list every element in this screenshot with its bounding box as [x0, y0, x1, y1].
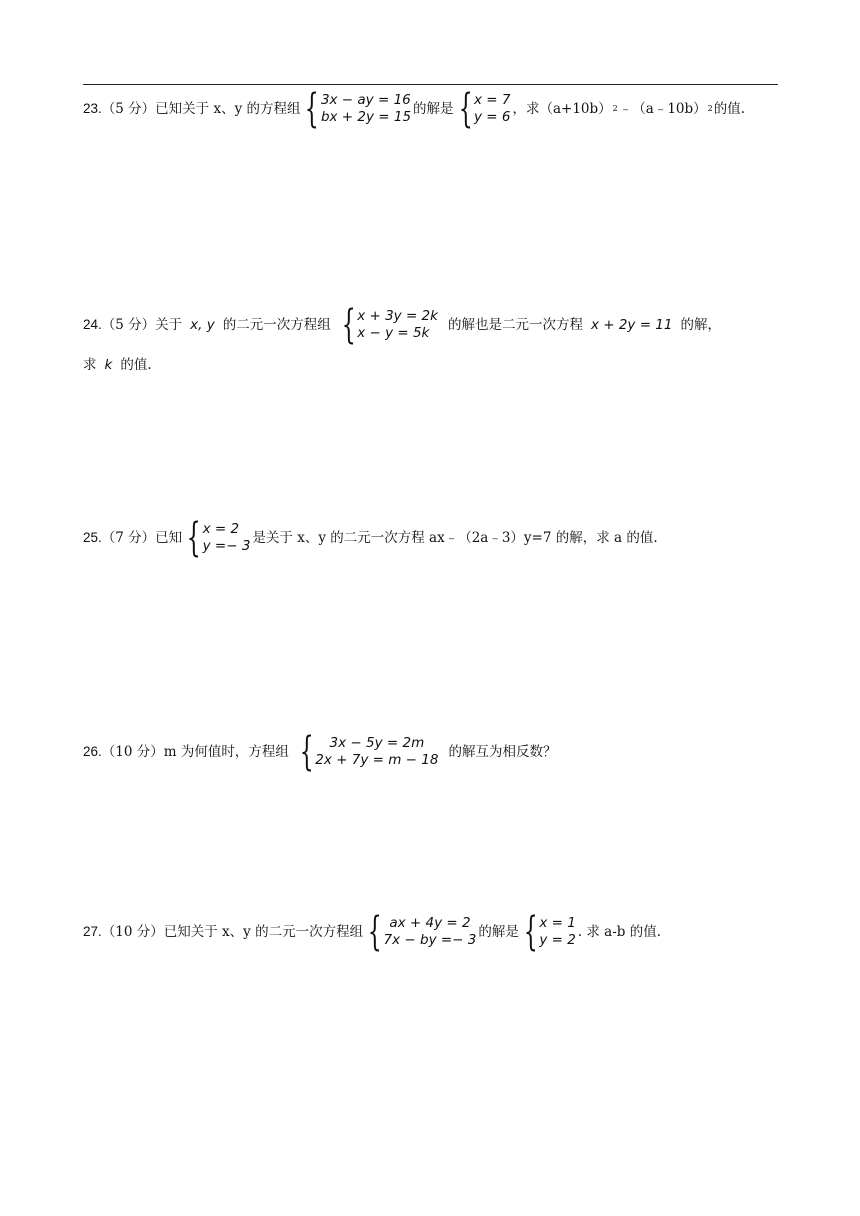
superscript: 2	[707, 104, 713, 113]
question-text: ﹣（a﹣10b）	[618, 101, 707, 117]
equation-system	[297, 729, 439, 775]
question-number: 26.	[83, 744, 102, 759]
equation: x = 1	[539, 915, 576, 931]
equation: y = 2	[539, 932, 576, 948]
question-number: 23.	[83, 101, 102, 116]
solution-system	[184, 515, 251, 561]
question-text: 的值.	[120, 357, 152, 373]
equation: x − y = 5k	[357, 325, 430, 341]
solution-system	[521, 909, 576, 955]
question-text: （5 分）已知关于 x、y 的方程组	[101, 101, 301, 117]
question-text: ，求（a+10b）	[512, 101, 612, 117]
question-text: 的二元一次方程组	[222, 317, 331, 333]
question-text: 的解，	[680, 317, 721, 333]
question-text: （10 分）m 为何值时，方程组	[101, 744, 289, 760]
question-27	[83, 909, 662, 955]
brace-icon: {	[299, 729, 314, 775]
question-text: 的值.	[713, 101, 746, 117]
equation: y =− 3	[202, 538, 251, 554]
equation: ax + 4y = 2	[389, 915, 471, 931]
question-text: . 求 a-b 的值.	[577, 924, 662, 940]
question-text: 的解互为相反数？	[448, 744, 557, 760]
brace-icon: {	[305, 86, 320, 132]
question-text: 是关于 x、y 的二元一次方程 ax﹣（2a﹣3）y=7 的解，求 a 的值.	[252, 530, 658, 546]
question-text: 的解是	[478, 924, 519, 940]
superscript: 2	[612, 104, 618, 113]
equation-system	[365, 909, 477, 955]
solution-system	[456, 86, 511, 132]
equation-system	[339, 302, 438, 348]
brace-icon: {	[186, 515, 201, 561]
question-text: 的解也是二元一次方程	[447, 317, 583, 333]
question-23	[83, 86, 746, 132]
question-number: 27.	[83, 924, 102, 939]
question-26	[83, 729, 557, 775]
equation-system	[302, 86, 412, 132]
brace-icon: {	[458, 86, 473, 132]
question-text: （10 分）已知关于 x、y 的二元一次方程组	[101, 924, 364, 940]
equation: 2x + 7y = m − 18	[315, 752, 439, 768]
equation: y = 6	[474, 109, 511, 125]
question-text: （5 分）关于	[101, 317, 183, 333]
question-text: （7 分）已知	[101, 530, 183, 546]
question-text: 的解是	[413, 101, 454, 117]
equation: 3x − ay = 16	[320, 92, 411, 108]
brace-icon: {	[341, 302, 356, 348]
question-text: 求	[83, 357, 97, 373]
question-24	[83, 302, 721, 376]
header-rule	[83, 84, 778, 85]
question-25	[83, 515, 658, 561]
brace-icon: {	[523, 909, 538, 955]
equation: bx + 2y = 15	[320, 109, 412, 125]
variables: x, y	[190, 317, 215, 333]
question-number: 24.	[83, 317, 102, 332]
equation: x + 3y = 2k	[357, 308, 438, 324]
equation: 7x − by =− 3	[383, 932, 477, 948]
equation: x + 2y = 11	[590, 317, 673, 333]
equation: x = 7	[474, 92, 511, 108]
question-number: 25.	[83, 530, 102, 545]
equation: 3x − 5y = 2m	[329, 735, 425, 751]
equation: x = 2	[202, 521, 240, 537]
variable: k	[104, 357, 113, 373]
brace-icon: {	[367, 909, 382, 955]
